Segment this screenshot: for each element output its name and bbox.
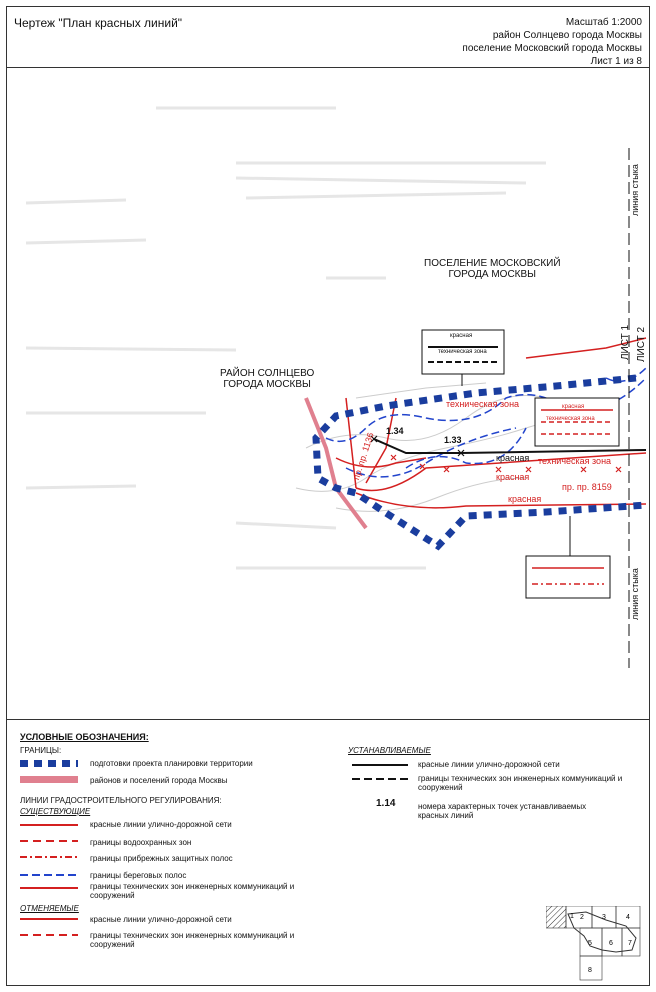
- legend-cancelled-tech-text: границы технических зон инженерных коммуникаций и сооружений: [90, 931, 295, 949]
- legend-tech-zones-text: границы технических зон инженерных коммуникаций и сооружений: [90, 882, 295, 900]
- drawing-title: Чертеж "План красных линий": [14, 16, 183, 30]
- legend-shore-symbol: [20, 874, 78, 876]
- key-cell-4: 4: [626, 914, 630, 921]
- legend-water-zones-symbol: [20, 840, 78, 842]
- key-cell-8: 8: [588, 967, 592, 974]
- legend-points-text: номера характерных точек устанавливаемых красных линий: [418, 802, 587, 820]
- sheet1-label: ЛИСТ 1: [620, 324, 631, 360]
- legend-existing-red-text: красные линии улично-дорожной сети: [90, 820, 232, 829]
- legend-shore-text: границы береговых полос: [90, 871, 187, 880]
- legend-water-zones-text: границы водоохранных зон: [90, 838, 192, 847]
- sheet2-label: ЛИСТ 2: [636, 326, 647, 362]
- point-134-label: 1.34: [386, 426, 404, 436]
- legend-est-tech-text: границы технических зон инженерных коммуникаций и сооружений: [418, 774, 623, 792]
- legend-cancelled-tech-symbol: [20, 934, 78, 936]
- red-label-3: красная: [508, 494, 542, 504]
- legend-cancelled-red-symbol: [20, 918, 78, 920]
- sheet-label: Лист 1 из 8: [590, 56, 642, 67]
- legend-lines-head: ЛИНИИ ГРАДОСТРОИТЕЛЬНОГО РЕГУЛИРОВАНИЯ:: [20, 796, 222, 805]
- key-cell-3: 3: [602, 914, 606, 921]
- key-map: [546, 906, 642, 982]
- key-cell-7: 7: [628, 940, 632, 947]
- legend-coastal-text: границы прибрежных защитных полос: [90, 854, 233, 863]
- red-label-1: красная: [496, 453, 530, 463]
- legend-title: УСЛОВНЫЕ ОБОЗНАЧЕНИЯ:: [20, 732, 149, 742]
- district-map-label: РАЙОН СОЛНЦЕВО ГОРОДА МОСКВЫ: [220, 368, 315, 390]
- red-label-2: красная: [496, 472, 530, 482]
- key-cell-2: 2: [580, 914, 584, 921]
- callout2-red-text: красная: [562, 404, 585, 410]
- title-block-info: [462, 16, 642, 68]
- legend-existing-red-symbol: [20, 824, 78, 826]
- legend-est-red-symbol: [352, 764, 408, 766]
- legend-project-border-text: подготовки проекта планировки территории: [90, 759, 253, 768]
- junction-bottom-label: линия стыка: [630, 568, 640, 620]
- legend-established-head: УСТАНАВЛИВАЕМЫЕ: [348, 746, 431, 755]
- tech-zone-label-2: техническая зона: [538, 456, 612, 466]
- callout-red-text: красная: [450, 333, 473, 339]
- key-cell-1: 1: [570, 913, 574, 920]
- legend-district-border-symbol: [20, 776, 78, 783]
- tech-zone-label-1: техническая зона: [446, 399, 520, 409]
- legend-point-sample: 1.14: [376, 798, 396, 809]
- district-label: район Солнцево города Москвы: [492, 30, 642, 41]
- settlement-map-label: ПОСЕЛЕНИЕ МОСКОВСКИЙ ГОРОДА МОСКВЫ: [424, 258, 561, 280]
- junction-top-label: линия стыка: [630, 164, 640, 216]
- legend-district-border-text: районов и поселений города Москвы: [90, 776, 228, 785]
- legend-panel: [6, 720, 650, 986]
- legend-project-border-symbol: [20, 760, 78, 767]
- key-cell-5: 5: [588, 940, 592, 947]
- callout-tech-text: техническая зона: [438, 349, 487, 355]
- map-area: [6, 68, 650, 720]
- legend-est-tech-symbol: [352, 778, 408, 780]
- settlement-label: поселение Московский города Москвы: [462, 43, 642, 54]
- legend-est-red-text: красные линии улично-дорожной сети: [418, 760, 560, 769]
- legend-coastal-symbol: [20, 856, 78, 858]
- map-canvas: [6, 68, 650, 720]
- passage-1136-label: пр. пр. 1136: [351, 431, 376, 482]
- legend-cancelled-head: ОТМЕНЯЕМЫЕ: [20, 904, 79, 913]
- legend-borders-head: ГРАНИЦЫ:: [20, 746, 62, 755]
- callout2-tech-text: техническая зона: [546, 416, 595, 422]
- title-block: [6, 6, 650, 68]
- legend-cancelled-red-text: красные линии улично-дорожной сети: [90, 915, 232, 924]
- legend-tech-zones-symbol: [20, 887, 78, 889]
- point-133-label: 1.33: [444, 435, 462, 445]
- scale-label: Масштаб 1:2000: [565, 17, 642, 28]
- callout-cancelled-2: [526, 516, 610, 598]
- legend-existing-head: СУЩЕСТВУЮЩИЕ: [20, 807, 91, 816]
- passage-8159-label: пр. пр. 8159: [562, 482, 612, 492]
- key-cell-6: 6: [609, 940, 613, 947]
